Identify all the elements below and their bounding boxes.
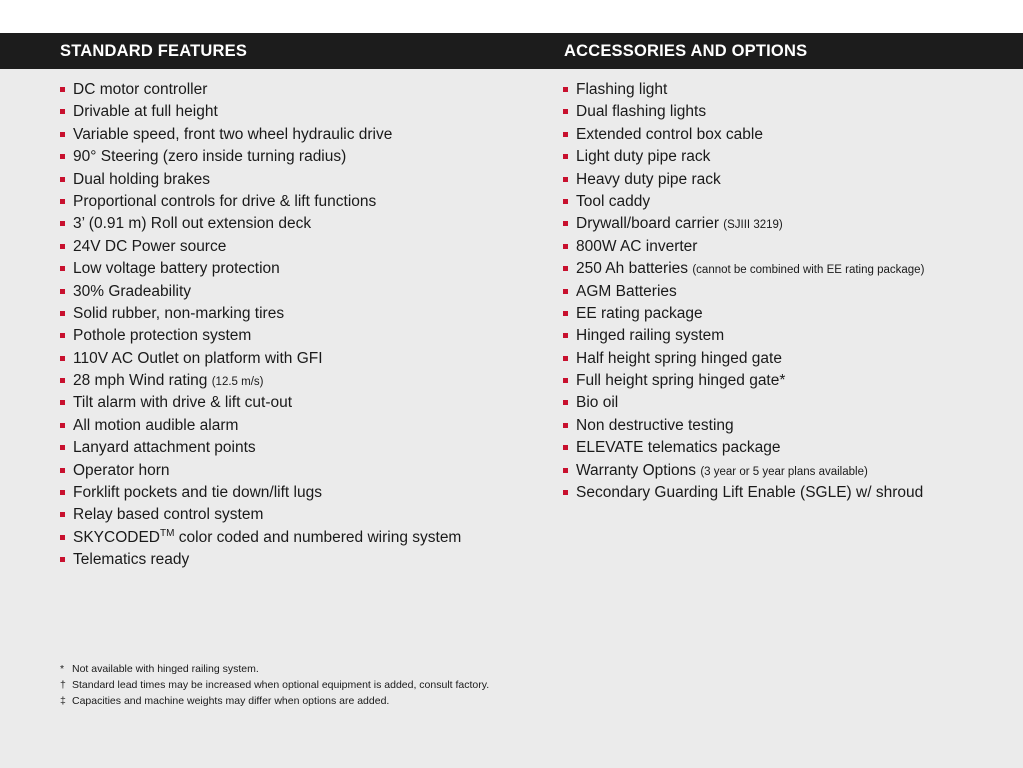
square-bullet-icon <box>60 557 65 562</box>
item-text: SKYCODED <box>73 528 160 546</box>
list-item <box>60 325 461 347</box>
square-bullet-icon <box>60 199 65 204</box>
list-item <box>563 213 924 235</box>
square-bullet-icon <box>563 356 568 361</box>
list-item <box>563 303 924 325</box>
square-bullet-icon <box>60 177 65 182</box>
list-item <box>563 482 924 504</box>
footnote <box>60 661 489 677</box>
list-item <box>60 415 461 437</box>
footnote-text: Not available with hinged railing system. <box>72 663 259 675</box>
item-text: 28 mph Wind rating <box>73 372 212 390</box>
square-bullet-icon <box>60 490 65 495</box>
square-bullet-icon <box>60 445 65 450</box>
square-bullet-icon <box>60 423 65 428</box>
square-bullet-icon <box>563 400 568 405</box>
square-bullet-icon <box>563 445 568 450</box>
square-bullet-icon <box>60 468 65 473</box>
footnote-symbol: ‡ <box>60 695 66 707</box>
list-item <box>60 146 461 168</box>
square-bullet-icon <box>563 311 568 316</box>
item-text: AGM Batteries <box>576 282 677 300</box>
item-text: Variable speed, front two wheel hydraulic drive <box>73 125 393 143</box>
list-item <box>563 370 924 392</box>
square-bullet-icon <box>563 109 568 114</box>
square-bullet-icon <box>60 109 65 114</box>
item-text: Tilt alarm with drive & lift cut-out <box>73 394 293 412</box>
list-item <box>60 504 461 526</box>
square-bullet-icon <box>563 378 568 383</box>
list-item <box>60 482 461 504</box>
item-text: 250 Ah batteries <box>576 260 693 278</box>
list-item <box>563 460 924 482</box>
trademark-superscript: TM <box>160 527 175 539</box>
footnote-text: Standard lead times may be increased when optional equipment is added, consult factory. <box>72 679 490 691</box>
square-bullet-icon <box>563 244 568 249</box>
square-bullet-icon <box>563 468 568 473</box>
square-bullet-icon <box>563 87 568 92</box>
item-text: Solid rubber, non-marking tires <box>73 304 285 322</box>
list-item <box>60 213 461 235</box>
list-item <box>60 303 461 325</box>
item-text: Low voltage battery protection <box>73 260 280 278</box>
list-item <box>563 258 924 280</box>
item-note: (SJIII 3219) <box>723 219 783 232</box>
item-text: Drivable at full height <box>73 103 218 121</box>
square-bullet-icon <box>60 378 65 383</box>
list-item <box>563 169 924 191</box>
list-item <box>60 348 461 370</box>
item-text: 800W AC inverter <box>576 237 698 255</box>
square-bullet-icon <box>60 132 65 137</box>
item-text: Telematics ready <box>73 551 190 569</box>
item-text-rest: color coded and numbered wiring system <box>174 528 462 546</box>
list-item <box>60 392 461 414</box>
item-text: 30% Gradeability <box>73 282 192 300</box>
square-bullet-icon <box>60 221 65 226</box>
item-text: Light duty pipe rack <box>576 148 711 166</box>
list-item <box>563 281 924 303</box>
item-text: EE rating package <box>576 304 703 322</box>
square-bullet-icon <box>563 177 568 182</box>
square-bullet-icon <box>563 289 568 294</box>
item-text: All motion audible alarm <box>73 416 239 434</box>
standard-features-heading: STANDARD FEATURES <box>60 42 248 60</box>
item-text: Drywall/board carrier <box>576 215 724 233</box>
footnote-symbol: * <box>60 663 65 675</box>
item-text: Forklift pockets and tie down/lift lugs <box>73 484 322 502</box>
item-note: (cannot be combined with EE rating package) <box>692 264 925 277</box>
list-item <box>563 348 924 370</box>
item-text: Flashing light <box>576 81 668 98</box>
list-item <box>60 281 461 303</box>
list-item <box>563 236 924 258</box>
square-bullet-icon <box>563 221 568 226</box>
list-item <box>60 437 461 459</box>
item-text: DC motor controller <box>73 81 208 98</box>
square-bullet-icon <box>60 266 65 271</box>
list-item <box>60 460 461 482</box>
square-bullet-icon <box>60 87 65 92</box>
list-item <box>60 527 461 549</box>
top-strip <box>0 0 1023 33</box>
square-bullet-icon <box>563 266 568 271</box>
item-note: (12.5 m/s) <box>211 376 264 389</box>
square-bullet-icon <box>60 154 65 159</box>
list-item <box>563 101 924 123</box>
item-text: Bio oil <box>576 394 619 412</box>
square-bullet-icon <box>563 132 568 137</box>
item-text: Dual flashing lights <box>576 103 707 121</box>
item-text: Secondary Guarding Lift Enable (SGLE) w/ shroud <box>576 484 924 502</box>
item-text: Full height spring hinged gate* <box>576 372 786 390</box>
square-bullet-icon <box>563 490 568 495</box>
square-bullet-icon <box>60 333 65 338</box>
square-bullet-icon <box>60 311 65 316</box>
list-item <box>60 101 461 123</box>
square-bullet-icon <box>60 400 65 405</box>
square-bullet-icon <box>563 423 568 428</box>
square-bullet-icon <box>60 535 65 540</box>
list-item <box>563 124 924 146</box>
accessories-options-list <box>563 79 924 504</box>
list-item <box>563 325 924 347</box>
footnote <box>60 693 489 709</box>
item-text: 24V DC Power source <box>73 237 227 255</box>
item-text: Relay based control system <box>73 506 264 524</box>
list-item <box>563 392 924 414</box>
square-bullet-icon <box>563 154 568 159</box>
item-text: Extended control box cable <box>576 125 763 143</box>
list-item <box>60 258 461 280</box>
footnote-text: Capacities and machine weights may differ when options are added. <box>72 695 390 707</box>
list-item <box>60 370 461 392</box>
accessories-options-heading: ACCESSORIES AND OPTIONS <box>564 42 808 60</box>
list-item <box>60 236 461 258</box>
item-text: Non destructive testing <box>576 416 734 434</box>
square-bullet-icon <box>60 289 65 294</box>
list-item <box>60 79 461 101</box>
item-text: Lanyard attachment points <box>73 439 256 457</box>
square-bullet-icon <box>60 356 65 361</box>
list-item <box>60 169 461 191</box>
footnote-symbol: † <box>60 679 66 691</box>
item-text: Proportional controls for drive & lift functions <box>73 192 377 210</box>
item-text: Tool caddy <box>576 192 651 210</box>
item-text: Heavy duty pipe rack <box>576 170 721 188</box>
item-text: Dual holding brakes <box>73 170 211 188</box>
item-text: 110V AC Outlet on platform with GFI <box>73 349 323 367</box>
item-text: Warranty Options <box>576 461 701 479</box>
item-text: Hinged railing system <box>576 327 725 345</box>
list-item <box>563 415 924 437</box>
list-item <box>563 146 924 168</box>
square-bullet-icon <box>563 333 568 338</box>
footnotes <box>60 661 489 709</box>
list-item <box>60 191 461 213</box>
item-text: Operator horn <box>73 461 170 479</box>
item-text: ELEVATE telematics package <box>576 439 781 457</box>
square-bullet-icon <box>563 199 568 204</box>
footnote <box>60 677 489 693</box>
list-item <box>563 191 924 213</box>
item-note: (3 year or 5 year plans available) <box>700 465 868 478</box>
item-text: 90° Steering (zero inside turning radius) <box>73 148 347 166</box>
item-text: Half height spring hinged gate <box>576 349 782 367</box>
list-item <box>60 549 461 571</box>
list-item <box>563 437 924 459</box>
standard-features-list <box>60 79 461 572</box>
list-item <box>60 124 461 146</box>
list-item <box>563 79 924 101</box>
item-text: Pothole protection system <box>73 327 252 345</box>
square-bullet-icon <box>60 244 65 249</box>
square-bullet-icon <box>60 512 65 517</box>
item-text: 3’ (0.91 m) Roll out extension deck <box>73 215 312 233</box>
